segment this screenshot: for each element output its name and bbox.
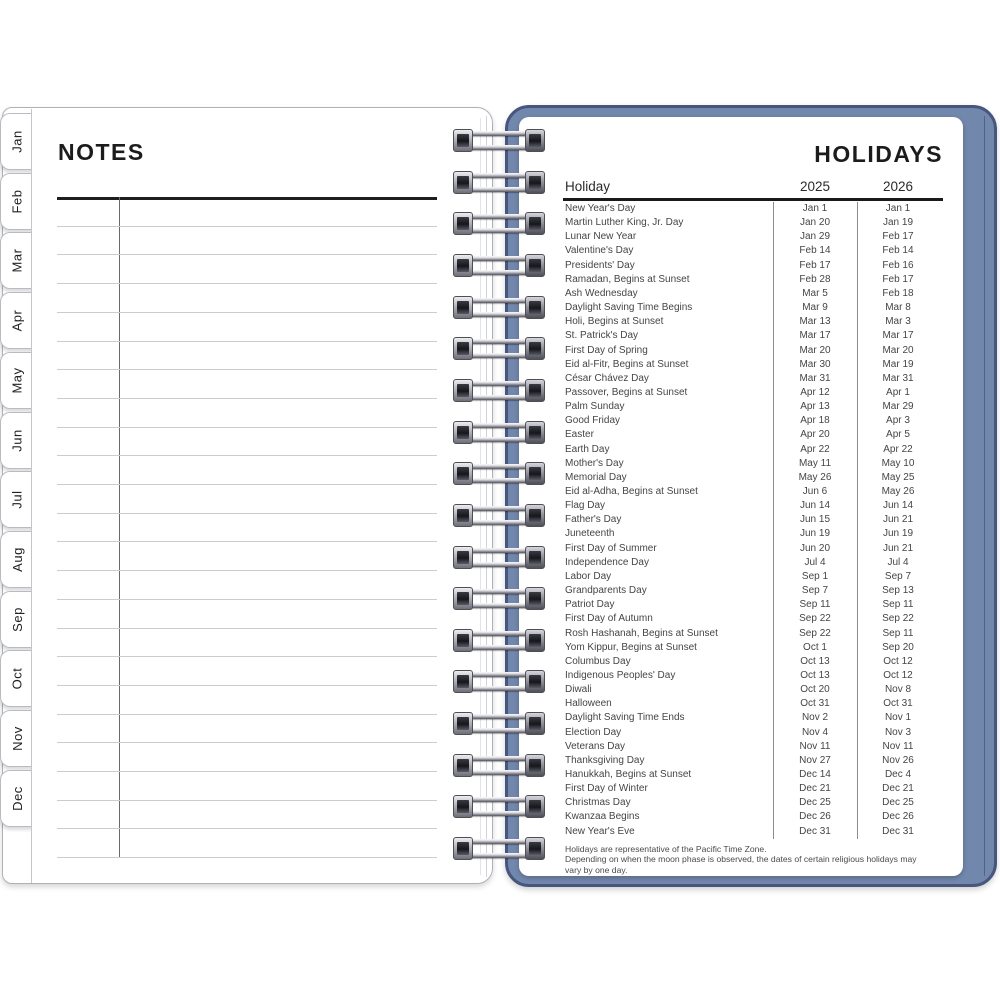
holiday-name: Patriot Day (565, 599, 615, 611)
holiday-name: Grandparents Day (565, 585, 647, 597)
holiday-row (519, 796, 963, 810)
holiday-date-2025: Jan 29 (799, 231, 831, 243)
holiday-date-2026: Feb 14 (882, 245, 914, 257)
holiday-row (519, 414, 963, 428)
holiday-name: Kwanzaa Begins (565, 811, 640, 823)
ruled-line (57, 226, 437, 227)
binding-coil (453, 380, 545, 401)
holiday-date-2025: Apr 13 (800, 401, 830, 413)
ruled-line (57, 685, 437, 686)
holiday-name: Passover, Begins at Sunset (565, 386, 688, 398)
coil-end (453, 254, 473, 277)
holiday-date-2026: Feb 17 (882, 231, 914, 243)
notes-margin-line (119, 197, 120, 858)
holiday-date-2025: Sep 22 (799, 627, 831, 639)
holiday-date-2026: Dec 31 (882, 825, 914, 837)
holiday-date-2026: Jul 4 (887, 556, 909, 568)
holiday-date-2026: Dec 25 (882, 797, 914, 809)
holiday-date-2026: Jun 21 (882, 514, 914, 526)
holiday-date-2025: Oct 1 (803, 641, 827, 653)
holiday-date-2025: Dec 31 (799, 825, 831, 837)
holiday-name: Good Friday (565, 415, 621, 427)
holiday-name: First Day of Winter (565, 783, 648, 795)
coil-end (525, 587, 545, 610)
month-tab-may (0, 352, 33, 409)
binding-coil (453, 838, 545, 859)
holiday-date-2025: Oct 13 (800, 655, 830, 667)
notes-top-rule (57, 197, 437, 200)
binding-coil (453, 463, 545, 484)
holiday-name: Juneteenth (565, 528, 615, 540)
holiday-row (519, 287, 963, 301)
holiday-date-2025: Jan 20 (799, 217, 831, 229)
holiday-row (519, 329, 963, 343)
coil-end (525, 754, 545, 777)
holiday-row (519, 825, 963, 839)
coil-end (525, 337, 545, 360)
holiday-row (519, 400, 963, 414)
holiday-date-2025: May 26 (798, 471, 832, 483)
holiday-date-2026: Jun 14 (882, 500, 914, 512)
coil-end (453, 421, 473, 444)
month-tab-mar (0, 232, 33, 289)
holiday-name: New Year's Day (565, 203, 636, 214)
holidays-table-header (519, 179, 963, 197)
holiday-name: Father's Day (565, 514, 622, 526)
coil-end (453, 379, 473, 402)
holiday-date-2026: Apr 22 (883, 443, 913, 455)
coil-end (525, 670, 545, 693)
holiday-date-2025: Apr 22 (800, 443, 830, 455)
coil-end (525, 171, 545, 194)
coil-end (525, 421, 545, 444)
holiday-name: Eid al-Adha, Begins at Sunset (565, 486, 698, 497)
binding-coil (453, 213, 545, 234)
holiday-name: First Day of Summer (565, 542, 657, 554)
holiday-name: Lunar New Year (565, 231, 637, 243)
month-tab-feb (0, 173, 33, 230)
holiday-row (519, 216, 963, 230)
holiday-date-2025: Feb 14 (799, 245, 831, 257)
holiday-row (519, 344, 963, 358)
coil-end (525, 462, 545, 485)
ruled-line (57, 341, 437, 342)
holidays-footnote (565, 844, 957, 875)
tab-label: Apr (9, 309, 25, 332)
holiday-row (519, 740, 963, 754)
holiday-date-2026: Sep 13 (882, 585, 914, 597)
holiday-date-2026: Jan 1 (885, 203, 911, 214)
holiday-date-2026: Mar 19 (882, 358, 914, 370)
holiday-row (519, 570, 963, 584)
holiday-date-2025: Mar 17 (799, 330, 831, 342)
holiday-date-2026: May 26 (881, 486, 915, 497)
month-tab-jul (0, 471, 33, 528)
holiday-date-2025: Dec 26 (799, 811, 831, 823)
coil-end (453, 670, 473, 693)
column-header-2026: 2026 (882, 179, 914, 194)
holiday-date-2026: Oct 12 (883, 669, 913, 681)
coil-end (525, 712, 545, 735)
holiday-date-2026: Apr 5 (886, 429, 910, 441)
tab-label: Jun (9, 428, 25, 452)
holiday-row (519, 655, 963, 669)
holiday-row (519, 754, 963, 768)
binding-coil (453, 422, 545, 443)
holiday-name: César Chávez Day (565, 372, 649, 384)
coil-end (453, 754, 473, 777)
tab-label: Jul (9, 490, 25, 509)
ruled-line (57, 771, 437, 772)
month-tab-nov (0, 710, 33, 767)
holiday-row (519, 782, 963, 796)
ruled-line (57, 513, 437, 514)
ruled-line (57, 369, 437, 370)
holiday-date-2025: Mar 13 (799, 316, 831, 328)
binding-coil (453, 713, 545, 734)
holiday-name: Indigenous Peoples' Day (565, 669, 676, 681)
month-tab-jun (0, 412, 33, 469)
holiday-row (519, 230, 963, 244)
holiday-date-2026: Mar 31 (882, 372, 914, 384)
coil-end (525, 254, 545, 277)
binding-coil (453, 505, 545, 526)
holiday-date-2025: Sep 22 (799, 613, 831, 625)
holiday-name: St. Patrick's Day (565, 330, 639, 342)
holiday-row (519, 768, 963, 782)
notes-page (31, 109, 491, 883)
holiday-name: Ash Wednesday (565, 287, 638, 299)
binding-coil (453, 630, 545, 651)
holiday-date-2026: Nov 26 (882, 754, 914, 766)
holiday-row (519, 641, 963, 655)
holiday-name: Thanksgiving Day (565, 754, 645, 766)
coil-end (525, 546, 545, 569)
holiday-date-2025: Nov 27 (799, 754, 831, 766)
footnote-line: Depending on when the moon phase is observed, the dates of certain religious holidays may (565, 854, 917, 865)
holiday-name: Christmas Day (565, 797, 631, 809)
holiday-date-2025: Apr 18 (800, 415, 830, 427)
holiday-row (519, 485, 963, 499)
holiday-row (519, 726, 963, 740)
tab-label: Feb (9, 189, 25, 214)
holiday-date-2026: Mar 17 (882, 330, 914, 342)
holiday-date-2026: Oct 31 (883, 698, 913, 710)
binding-coil (453, 796, 545, 817)
holiday-name: Halloween (565, 698, 612, 710)
holiday-date-2025: Feb 28 (799, 273, 831, 285)
holiday-name: Columbus Day (565, 655, 631, 667)
holiday-row (519, 244, 963, 258)
ruled-line (57, 656, 437, 657)
holiday-date-2025: Apr 12 (800, 386, 830, 398)
holiday-row (519, 301, 963, 315)
holiday-row (519, 598, 963, 612)
holiday-name: Martin Luther King, Jr. Day (565, 217, 684, 229)
holiday-date-2025: Jun 14 (799, 500, 831, 512)
coil-end (453, 171, 473, 194)
coil-end (453, 212, 473, 235)
ruled-line (57, 484, 437, 485)
holiday-date-2026: Apr 3 (886, 415, 910, 427)
holiday-date-2025: Jun 15 (799, 514, 831, 526)
holiday-name: Mother's Day (565, 457, 624, 469)
holiday-row (519, 471, 963, 485)
holiday-name: Yom Kippur, Begins at Sunset (565, 641, 697, 653)
holiday-date-2026: Apr 1 (886, 386, 910, 398)
coil-end (525, 212, 545, 235)
coil-end (453, 296, 473, 319)
holiday-date-2026: Jun 19 (882, 528, 914, 540)
holiday-date-2025: Oct 31 (800, 698, 830, 710)
tab-label: Mar (9, 248, 25, 273)
cover-crease (984, 116, 986, 876)
footnote-line: vary by one day. (565, 864, 628, 875)
holiday-date-2025: Nov 2 (801, 712, 829, 724)
holiday-date-2025: Jan 1 (802, 203, 828, 214)
holiday-date-2026: May 25 (881, 471, 915, 483)
holiday-row (519, 810, 963, 824)
holiday-date-2025: Dec 21 (799, 783, 831, 795)
holiday-name: Daylight Saving Time Ends (565, 712, 685, 724)
holiday-date-2026: Oct 12 (883, 655, 913, 667)
holiday-name: Rosh Hashanah, Begins at Sunset (565, 627, 718, 639)
holiday-row (519, 457, 963, 471)
holiday-row (519, 669, 963, 683)
ruled-line (57, 800, 437, 801)
ruled-line (57, 312, 437, 313)
holiday-name: First Day of Spring (565, 344, 648, 356)
holiday-row (519, 697, 963, 711)
holiday-date-2025: Sep 1 (801, 570, 829, 582)
holiday-date-2026: Nov 1 (884, 712, 912, 724)
coil-end (453, 837, 473, 860)
coil-end (453, 546, 473, 569)
holiday-date-2026: Dec 26 (882, 811, 914, 823)
coil-end (453, 504, 473, 527)
holiday-date-2026: May 10 (881, 457, 915, 469)
holiday-date-2026: Mar 3 (885, 316, 911, 328)
holiday-row (519, 612, 963, 626)
holiday-name: Diwali (565, 684, 592, 696)
column-header-2025: 2025 (799, 179, 831, 194)
holiday-row (519, 372, 963, 386)
holiday-date-2025: May 11 (798, 457, 832, 469)
coil-end (453, 337, 473, 360)
month-tab-sep (0, 591, 33, 648)
holiday-row (519, 527, 963, 541)
tab-label: May (9, 367, 25, 394)
coil-end (525, 129, 545, 152)
holiday-date-2025: Dec 25 (799, 797, 831, 809)
coil-end (453, 129, 473, 152)
holiday-date-2025: Jun 6 (802, 486, 828, 497)
holiday-date-2025: Oct 13 (800, 669, 830, 681)
ruled-line (57, 283, 437, 284)
holiday-date-2025: Mar 31 (799, 372, 831, 384)
holiday-date-2026: Dec 4 (884, 769, 912, 780)
holiday-name: Daylight Saving Time Begins (565, 302, 693, 314)
holidays-page (519, 117, 963, 876)
holiday-date-2026: Nov 8 (884, 684, 912, 696)
binding-coil (453, 297, 545, 318)
holiday-date-2025: Feb 17 (799, 259, 831, 271)
holiday-name: Flag Day (565, 500, 606, 512)
holiday-date-2026: Mar 20 (882, 344, 914, 356)
holiday-date-2026: Mar 29 (882, 401, 914, 413)
coil-end (525, 296, 545, 319)
holiday-row (519, 202, 963, 216)
holiday-name: Election Day (565, 726, 622, 738)
ruled-line (57, 857, 437, 858)
holiday-row (519, 428, 963, 442)
holiday-name: Independence Day (565, 556, 649, 568)
coil-end (453, 712, 473, 735)
holiday-date-2026: Feb 17 (882, 273, 914, 285)
footnote-line: Holidays are representative of the Pacific Time Zone. (565, 844, 767, 854)
holiday-date-2025: Mar 30 (799, 358, 831, 370)
coil-end (525, 504, 545, 527)
coil-end (525, 837, 545, 860)
holiday-row (519, 513, 963, 527)
holiday-name: Veterans Day (565, 740, 626, 752)
binding-coil (453, 338, 545, 359)
holiday-name: First Day of Autumn (565, 613, 653, 625)
ruled-line (57, 628, 437, 629)
column-header-holiday: Holiday (565, 179, 611, 194)
holiday-name: Labor Day (565, 570, 612, 582)
holiday-date-2025: Mar 20 (799, 344, 831, 356)
ruled-line (57, 742, 437, 743)
holiday-date-2025: Sep 7 (801, 585, 829, 597)
ruled-line (57, 398, 437, 399)
holiday-date-2026: Jun 21 (882, 542, 914, 554)
month-tab-aug (0, 531, 33, 588)
tab-label: Oct (9, 667, 25, 690)
holiday-row (519, 499, 963, 513)
binding-coil (453, 755, 545, 776)
holiday-date-2025: Nov 11 (799, 740, 831, 752)
tab-label: Dec (9, 785, 25, 811)
holiday-name: New Year's Eve (565, 825, 635, 837)
holiday-name: Holi, Begins at Sunset (565, 316, 664, 328)
ruled-line (57, 254, 437, 255)
holiday-date-2025: Nov 4 (801, 726, 829, 738)
tab-label: Jan (9, 130, 25, 153)
holiday-row (519, 556, 963, 570)
holiday-date-2026: Nov 11 (882, 740, 914, 752)
ruled-line (57, 828, 437, 829)
tab-label: Aug (9, 547, 25, 572)
holiday-row (519, 584, 963, 598)
holiday-name: Earth Day (565, 443, 610, 455)
holiday-date-2026: Nov 3 (884, 726, 912, 738)
holiday-date-2026: Feb 18 (882, 287, 914, 299)
holiday-row (519, 273, 963, 287)
holiday-date-2025: Apr 20 (800, 429, 830, 441)
holiday-name: Valentine's Day (565, 245, 634, 257)
holiday-row (519, 683, 963, 697)
holiday-name: Hanukkah, Begins at Sunset (565, 769, 692, 780)
holiday-date-2025: Jul 4 (804, 556, 826, 568)
binding-coil (453, 671, 545, 692)
coil-end (453, 462, 473, 485)
holidays-header-rule (563, 198, 943, 201)
coil-end (453, 795, 473, 818)
holiday-date-2026: Sep 7 (884, 570, 912, 582)
tab-label: Nov (9, 726, 25, 751)
holiday-row (519, 358, 963, 372)
holiday-row (519, 711, 963, 725)
month-tab-jan (0, 113, 33, 170)
holiday-date-2025: Sep 11 (799, 599, 831, 611)
month-tab-oct (0, 650, 33, 707)
ruled-line (57, 541, 437, 542)
coil-end (525, 379, 545, 402)
holiday-row (519, 542, 963, 556)
holiday-date-2025: Jun 19 (799, 528, 831, 540)
holiday-name: Palm Sunday (565, 401, 625, 413)
holiday-name: Presidents' Day (565, 259, 635, 271)
holiday-name: Easter (565, 429, 594, 441)
holiday-date-2026: Jan 19 (882, 217, 914, 229)
binding-coil (453, 588, 545, 609)
coil-end (525, 629, 545, 652)
month-tab-apr (0, 292, 33, 349)
notes-title: NOTES (58, 139, 145, 165)
holiday-date-2026: Sep 11 (882, 599, 914, 611)
ruled-line (57, 599, 437, 600)
holiday-date-2026: Feb 16 (882, 259, 914, 271)
holiday-row (519, 627, 963, 641)
holiday-date-2026: Sep 11 (882, 627, 914, 639)
holiday-row (519, 315, 963, 329)
holidays-title: HOLIDAYS (814, 141, 943, 167)
coil-end (453, 587, 473, 610)
holiday-date-2025: Jun 20 (799, 542, 831, 554)
month-tab-dec (0, 770, 33, 827)
holiday-row (519, 443, 963, 457)
holiday-date-2026: Dec 21 (882, 783, 914, 795)
holiday-date-2026: Sep 20 (882, 641, 914, 653)
binding-coil (453, 130, 545, 151)
holiday-date-2025: Mar 9 (802, 302, 828, 314)
holiday-name: Memorial Day (565, 471, 627, 483)
tab-label: Sep (9, 606, 25, 632)
binding-coil (453, 172, 545, 193)
coil-end (525, 795, 545, 818)
holiday-date-2026: Sep 22 (882, 613, 914, 625)
holiday-date-2025: Mar 5 (802, 287, 828, 299)
holiday-name: Eid al-Fitr, Begins at Sunset (565, 358, 689, 370)
ruled-line (57, 427, 437, 428)
ruled-line (57, 455, 437, 456)
holiday-date-2025: Oct 20 (800, 684, 830, 696)
holiday-date-2026: Mar 8 (885, 302, 911, 314)
ruled-line (57, 570, 437, 571)
binding-coil (453, 255, 545, 276)
holiday-name: Ramadan, Begins at Sunset (565, 273, 690, 285)
holiday-row (519, 386, 963, 400)
ruled-line (57, 714, 437, 715)
holiday-row (519, 259, 963, 273)
coil-end (453, 629, 473, 652)
holiday-date-2025: Dec 14 (799, 769, 831, 780)
binding-coil (453, 547, 545, 568)
